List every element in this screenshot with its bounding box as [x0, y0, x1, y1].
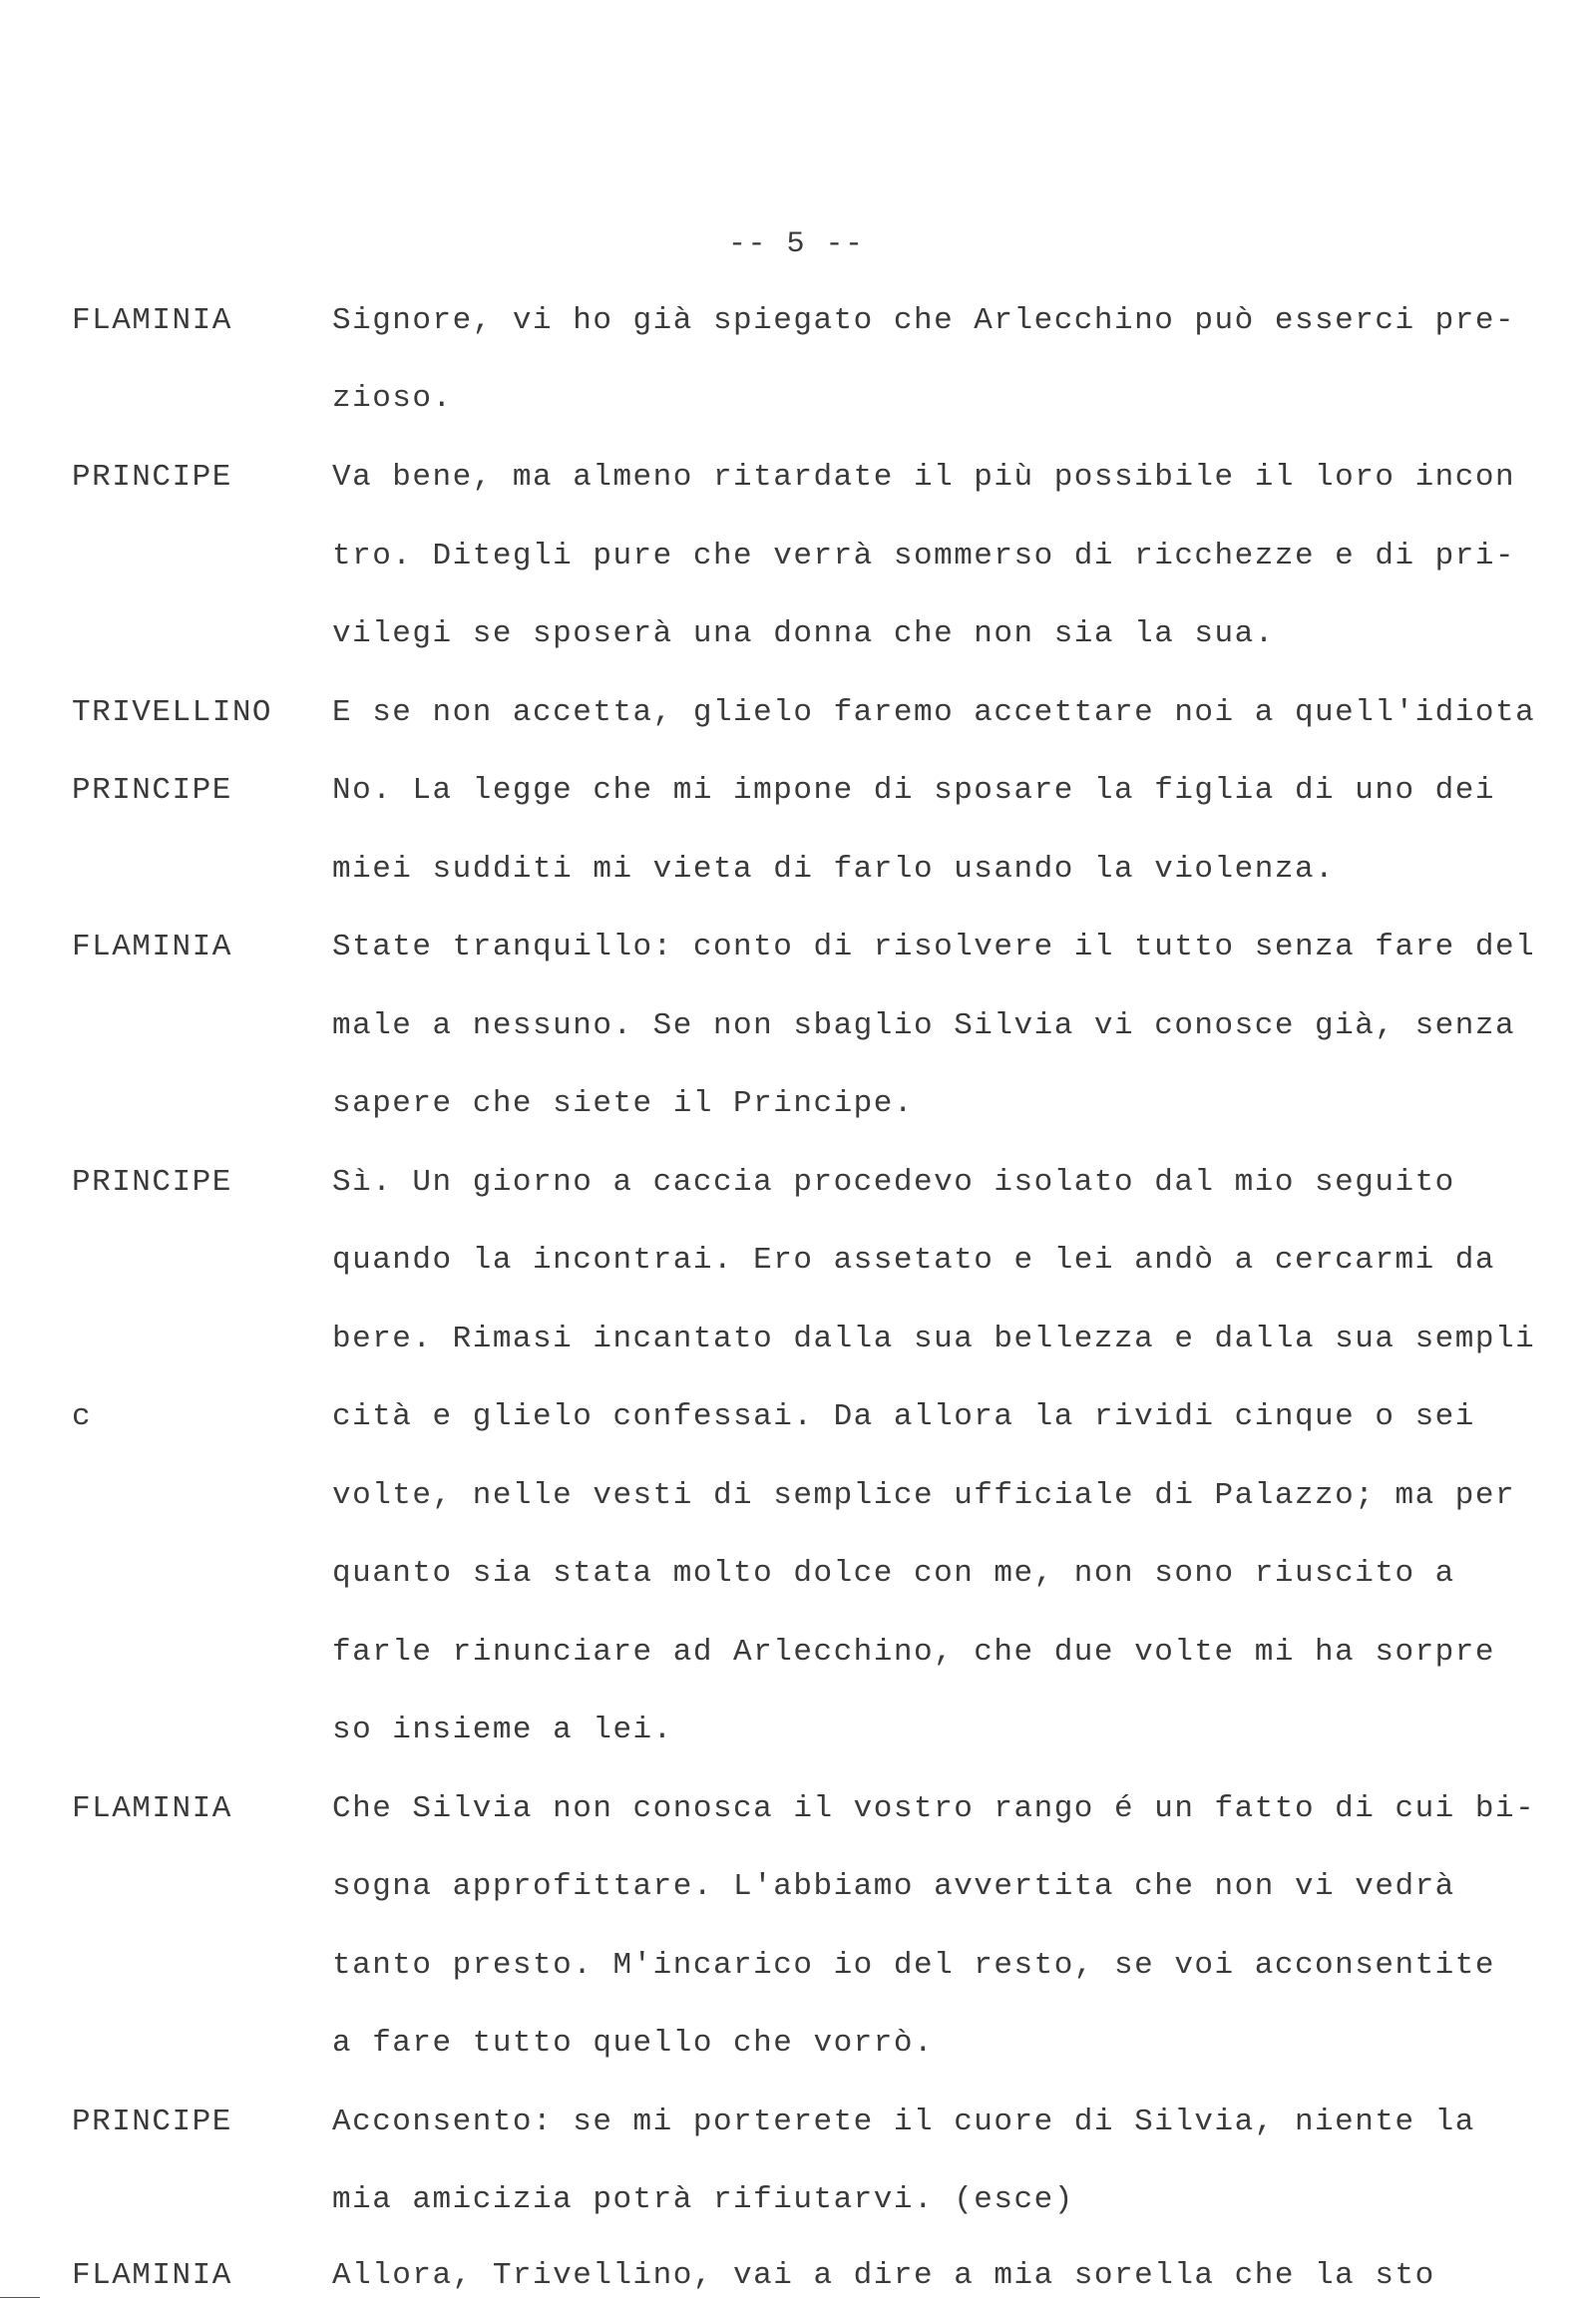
dialogue-line: so insieme a lei. [332, 1713, 673, 1747]
dialogue-line: Che Silvia non conosca il vostro rango é un fatto di cui bi- [332, 1791, 1536, 1826]
dialogue-line: sogna approfittare. L'abbiamo avvertita che non vi vedrà [332, 1869, 1455, 1904]
speaker-name: FLAMINIA [72, 303, 232, 338]
dialogue-line: volte, nelle vesti di semplice ufficiale di Palazzo; ma per [332, 1478, 1516, 1513]
dialogue-line: Signore, vi ho già spiegato che Arlecchino può esserci pre- [332, 303, 1516, 338]
dialogue-line: quando la incontrai. Ero assetato e lei andò a cercarmi da [332, 1243, 1495, 1278]
dialogue-line: quanto sia stata molto dolce con me, non sono riuscito a [332, 1556, 1455, 1591]
dialogue-line: Acconsento: se mi porterete il cuore di Silvia, niente la [332, 2105, 1475, 2139]
dialogue-line: Va bene, ma almeno ritardate il più possibile il loro incon [332, 460, 1516, 495]
speaker-name: PRINCIPE [72, 1165, 232, 1200]
dialogue-line: State tranquillo: conto di risolvere il tutto senza fare del [332, 930, 1536, 964]
page-number: -- 5 -- [728, 227, 865, 261]
dialogue-line: mia amicizia potrà rifiutarvi. (esce) [332, 2182, 1074, 2217]
speaker-name: FLAMINIA [72, 930, 232, 964]
dialogue-line: No. La legge che mi impone di sposare la figlia di uno dei [332, 773, 1495, 808]
dialogue-line: zioso. [332, 381, 453, 416]
dialogue-line: male a nessuno. Se non sbaglio Silvia vi conosce già, senza [332, 1008, 1516, 1043]
speaker-name: PRINCIPE [72, 773, 232, 808]
dialogue-line: farle rinunciare ad Arlecchino, che due volte mi ha sorpre [332, 1635, 1495, 1670]
dialogue-line: a fare tutto quello che vorrò. [332, 2026, 935, 2061]
speaker-name: TRIVELLINO [72, 695, 273, 730]
speaker-name: FLAMINIA [72, 2258, 232, 2293]
dialogue-line: bere. Rimasi incantato dalla sua bellezza e dalla sua sempli [332, 1322, 1536, 1356]
margin-note: c [72, 1399, 93, 1434]
speaker-name: FLAMINIA [72, 1791, 232, 1826]
dialogue-line: tanto presto. M'incarico io del resto, se voi acconsentite [332, 1948, 1495, 1983]
dialogue-line: Sì. Un giorno a caccia procedevo isolato dal mio seguito [332, 1165, 1455, 1200]
dialogue-line: E se non accetta, glielo faremo accettare noi a quell'idiota [332, 695, 1536, 730]
speaker-name: PRINCIPE [72, 2105, 232, 2139]
dialogue-line: vilegi se sposerà una donna che non sia la sua. [332, 616, 1275, 651]
dialogue-line: sapere che siete il Principe. [332, 1086, 914, 1121]
dialogue-line: Allora, Trivellino, vai a dire a mia sorella che la sto [332, 2258, 1435, 2293]
dialogue-line: miei sudditi mi vieta di farlo usando la violenza. [332, 852, 1336, 887]
dialogue-line: cità e glielo confessai. Da allora la rividi cinque o sei [332, 1399, 1475, 1434]
speaker-name: PRINCIPE [72, 460, 232, 495]
dialogue-line: tro. Ditegli pure che verrà sommerso di ricchezze e di pri- [332, 539, 1516, 574]
